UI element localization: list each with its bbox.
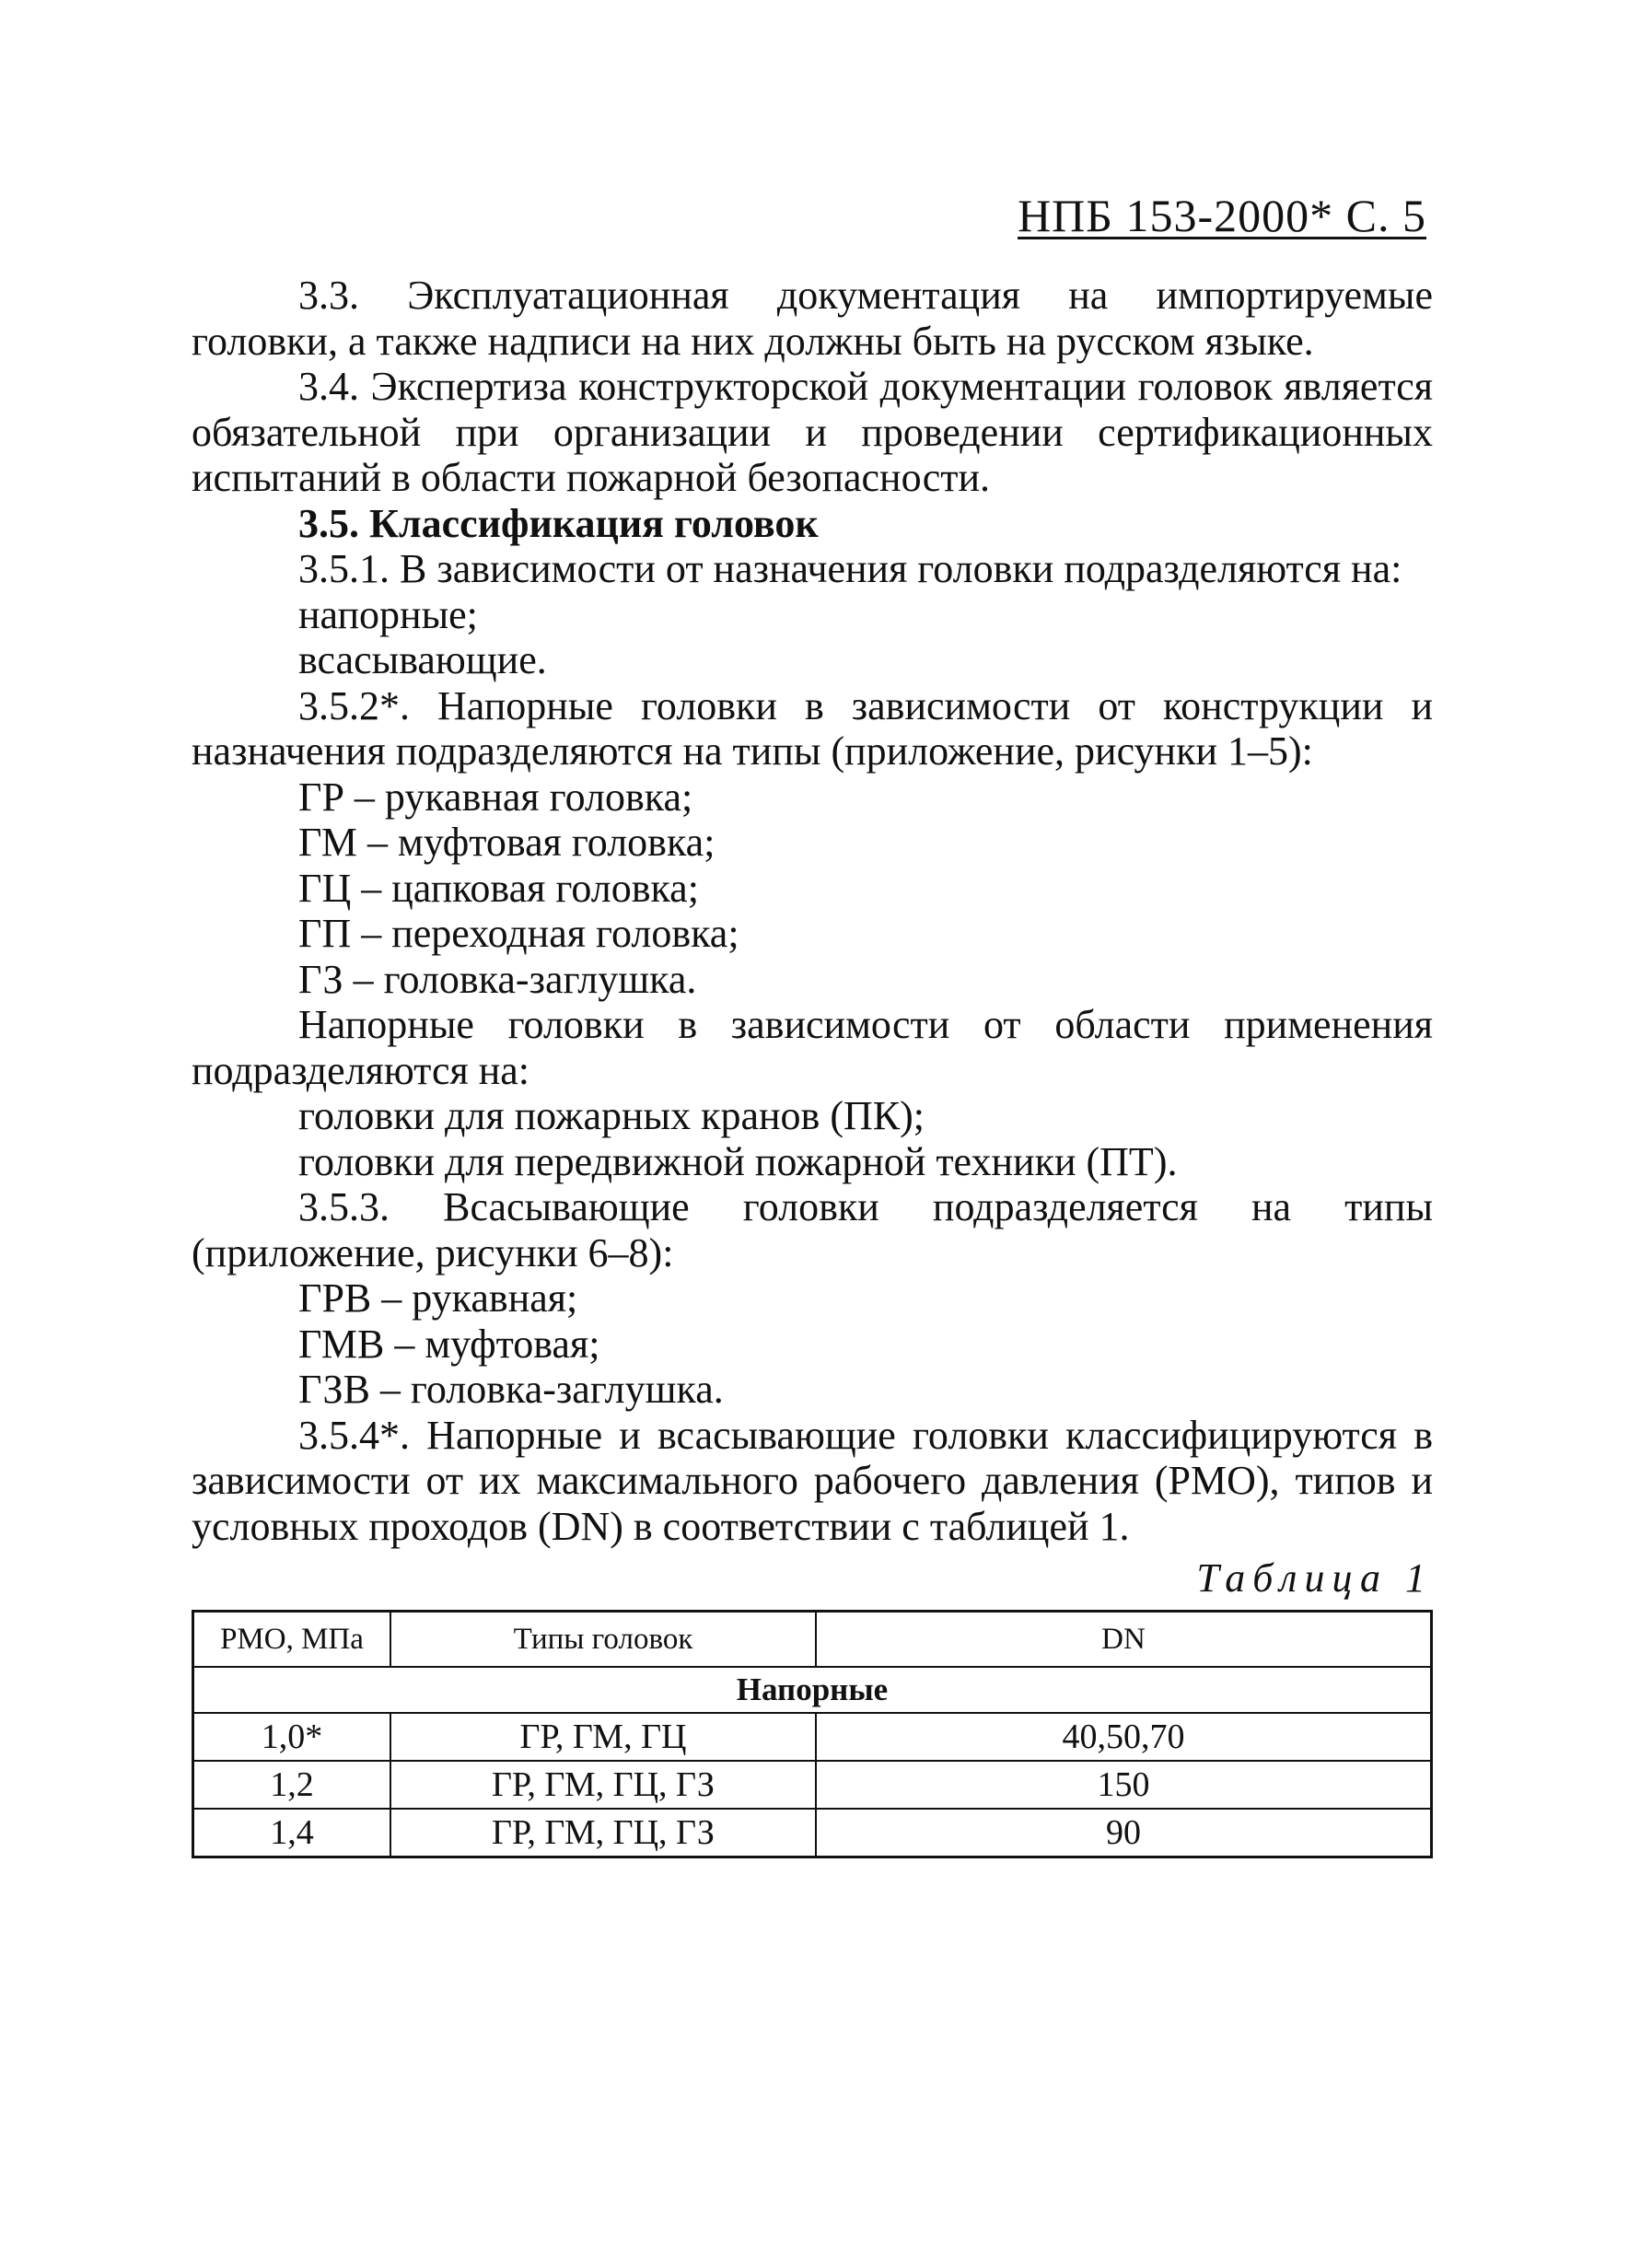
paragraph-3-3: 3.3. Эксплуатационная документация на импортируемые головки, а также надписи на них должны быть на русском языке. — [192, 273, 1433, 364]
cell-types: ГР, ГМ, ГЦ, ГЗ — [390, 1761, 816, 1809]
table-title: Таблица 1 — [1196, 1555, 1433, 1601]
table-row — [193, 1761, 1432, 1809]
cell-dn: 40,50,70 — [816, 1713, 1432, 1761]
list-item: напорные; — [298, 591, 478, 637]
table-row — [193, 1713, 1432, 1761]
list-item: ГЗ – головка-заглушка. — [298, 956, 697, 1002]
list-item: всасывающие. — [298, 637, 547, 682]
paragraph-3-4: 3.4. Экспертиза конструкторской документации головок является обязательной при организации и проведении сертификационных испытаний в области пожарной безопасности. — [192, 364, 1433, 500]
page-header: НПБ 153-2000* С. 5 — [1018, 190, 1426, 241]
list-item: ГРВ – рукавная; — [298, 1275, 578, 1321]
list-item: головки для передвижной пожарной техники (ПТ). — [298, 1138, 1178, 1184]
document-body — [192, 273, 1433, 1858]
paragraph-3-5-3: 3.5.3. Всасывающие головки подразделяется на типы (приложение, рисунки 6–8): — [192, 1184, 1433, 1275]
cell-dn: 150 — [816, 1761, 1432, 1809]
cell-types: ГР, ГМ, ГЦ — [390, 1713, 816, 1761]
column-header-pmo: РМО, МПа — [193, 1612, 391, 1668]
table-group-row — [193, 1667, 1432, 1713]
column-header-dn: DN — [816, 1612, 1432, 1668]
column-header-types: Типы головок — [390, 1612, 816, 1668]
cell-types: ГР, ГМ, ГЦ, ГЗ — [390, 1809, 816, 1857]
list-item: ГЦ – цапковая головка; — [298, 865, 699, 911]
group-label: Напорные — [193, 1667, 1432, 1713]
paragraph-3-5-2: 3.5.2*. Напорные головки в зависимости от конструкции и назначения подразделяются на типы (приложение, рисунки 1–5): — [192, 682, 1433, 774]
list-item: головки для пожарных кранов (ПК); — [298, 1093, 925, 1138]
table-row — [193, 1809, 1432, 1857]
cell-pmo: 1,4 — [193, 1809, 391, 1857]
list-item: ГМ – муфтовая головка; — [298, 820, 715, 865]
list-item: ГП – переходная головка; — [298, 911, 739, 956]
paragraph-3-5-2b: Напорные головки в зависимости от области применения подразделяются на: — [192, 1002, 1433, 1093]
classification-table — [192, 1610, 1433, 1858]
cell-pmo: 1,2 — [193, 1761, 391, 1809]
list-item: ГР – рукавная головка; — [298, 774, 693, 820]
cell-dn: 90 — [816, 1809, 1432, 1857]
list-item: ГМВ – муфтовая; — [298, 1321, 600, 1367]
section-heading-3-5: 3.5. Классификация головок — [298, 500, 819, 546]
cell-pmo: 1,0* — [193, 1713, 391, 1761]
paragraph-3-5-4: 3.5.4*. Напорные и всасывающие головки классифицируются в зависимости от их максимального рабочего давления (РМО), типов и условных проходов (DN) в соответствии с таблицей 1. — [192, 1412, 1433, 1549]
paragraph-3-5-1: 3.5.1. В зависимости от назначения головки подразделяются на: — [298, 546, 1402, 591]
table-header-row — [193, 1612, 1432, 1668]
list-item: ГЗВ – головка-заглушка. — [298, 1367, 724, 1412]
